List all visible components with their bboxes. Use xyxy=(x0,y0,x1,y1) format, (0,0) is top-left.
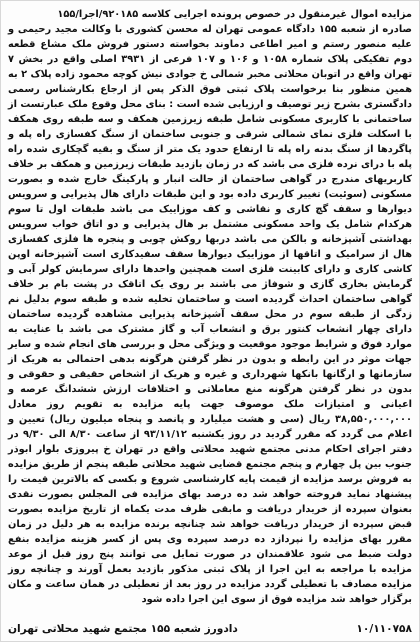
notice-heading xyxy=(8,7,412,22)
notice-heading-text: مزایده اموال غیرمنقول در خصوص پرونده اجرایی کلاسه ۹۲۰۱۸۵/اجرا/۱۵۵ xyxy=(57,9,412,20)
notice-reference-number: ۱۰/۱۱۰۷۵۸ xyxy=(356,623,412,635)
notice-footer xyxy=(8,622,412,637)
notice-signature: دادورز شعبه ۱۵۵ مجتمع شهید محلاتی تهران xyxy=(8,623,238,635)
notice-body: صادره از شعبه ۱۵۵ دادگاه عمومی تهران له محسن کشوری با وکالت مجید رحیمی و علیه منصور رستم و امیر اطاعی دماوند بخواسته دستور فروش ملک مشاع قطعه دوم تفکیکی پلاک شماره ۱۰۵۸ و ۱۰۶ و ۱۰۷ فرعی از ۳۹۳۱ اصلی واقع در بخش ۷ تهران واقع در اتوبان محلاتی مخبر شمالی خ جوادی نیش کوچه محمود زاده پلاک ۲ به همین منظور بنا برخواست پلاک ثبتی فوق الذکر پس از ارجاع بکارشناس رسمی دادگستری بشرح زیر توصیف و ارزیابی شده است : بنای محل وقوع ملک عبارتست از ساختمانی با کاربری مسکونی شامل طبقه زیرزمین همکف و سه طبقه روی همکف با اسکلت فلزی نمای شمالی شرقی و جنوبی ساختمان از سنگ کفسازی راه پله و پاگردها از سنگ بدنه راه پله تا ارتفاع حدود یک متر از سنگ و بقیه گچکاری شده راه پله با درای نرده فلزی می باشد که در زمان بازدید طبقات زیرزمین و همکف بر خلاف کاربریهای مندرج در گواهی ساختمان از حالت انبار و پارکینگ خارج شده و بصورت مسکونی (سوئیت) تغییر کاربری داده بود و این طبقات دارای هال پذیرایی و سرویس دیوارها و سقف گچ کاری و نقاشی و کف موزاییک می باشد طبقات اول تا سوم هرکدام شامل یک واحد مسکونی مشتمل بر هال پذیرایی و دو اتاق خواب سرویس بهداشتی آشپزخانه و بالکن می باشد دربها روکش چوبی و پنجره ها فلزی کفسازی هال از سرامیک و اتاقها از موزاییک دیوارها سقف سفیدکاری است آشپزخانه اوپن کاشی کاری و دارای کابینت فلزی است همچنین واحدها دارای سرمایش کولر آبی و گرمایش بخاری گازی و شوفاژ می باشند بر روی یک اتاقک در پشت بام بر خلاف گواهی ساختمان احداث گردیده است و ساختمان تخلیه شده و طبقه سوم بدلیل نم زدگی از طبقه سوم در محل سقف آشپزخانه پذیرایی مشاهده گردیده ساختمان دارای چهار انشعاب کنتور برق و انشعاب آب و گاز مشترک می باشد با عنایت به موارد فوق و شرایط موجود موقعیت و ویژگی محل و بررسی های انجام شده و سایر جهات موثر در این رابطه و بدون در نظر گرفتن هرگونه بدهی احتمالی به هریک از سازمانها و ارگانها بانکها شهرداری و غیره و هریک از اشخاص حقیقی و حقوقی و بدون در نظر گرفتن هرگونه منع معاملاتی و اختلافات ارزش ششدانگ عرصه و اعیانی و امتیازات ملک موصوف جهت پایه مزایده به تقویم روز معادل ۳۸,۵۵۰,۰۰۰,۰۰۰ ریال (سی و هشت میلیارد و پانصد و پنجاه میلیون ریال) تعیین و اعلام می گردد که مقرر گردید در روز یکشنبه ۹۳/۱۱/۱۲ از ساعت ۸/۳۰ الی ۹/۳۰ در دفتر اجرای احکام مدنی مجتمع شهید محلاتی واقع در تهران خ پیروزی بلوار ابوذر جنوب بین پل چهارم و پنجم مجتمع قضایی شهید محلاتی طبقه پنجم از طریق مزایده به فروش برسد مزایده از قیمت پایه کارشناسی شروع و بکسی که بالاترین قیمت را پیشنهاد نماید فروخته خواهد شد ده درصد بهای مزایده فی المجلس بصورت نقدی بعنوان سپرده از خریدار دریافت و مابقی ظرف مدت یکماه از تاریخ مزایده بصورت قبض سپرده از خریدار دریافت خواهد شد چنانچه برنده مزایده به هر دلیل در زمان مقرر بهای مزایده را نپردازد ده درصد سپرده وی پس از کسر هزینه مزایده بنفع دولت ضبط می شود علاقمندان در صورت تمایل می توانند پنج روز قبل از موعد مزایده با مراجعه به این اجرا از پلاک ثبتی مذکور بازدید بعمل آورند و چنانچه روز مزایده مصادف با تعطیلی گردد مزایده در روز بعد از تعطیلی در همان ساعت و مکان برگزار خواهد شد مزایده فوق از سوی این اجرا داده شود xyxy=(8,24,413,605)
